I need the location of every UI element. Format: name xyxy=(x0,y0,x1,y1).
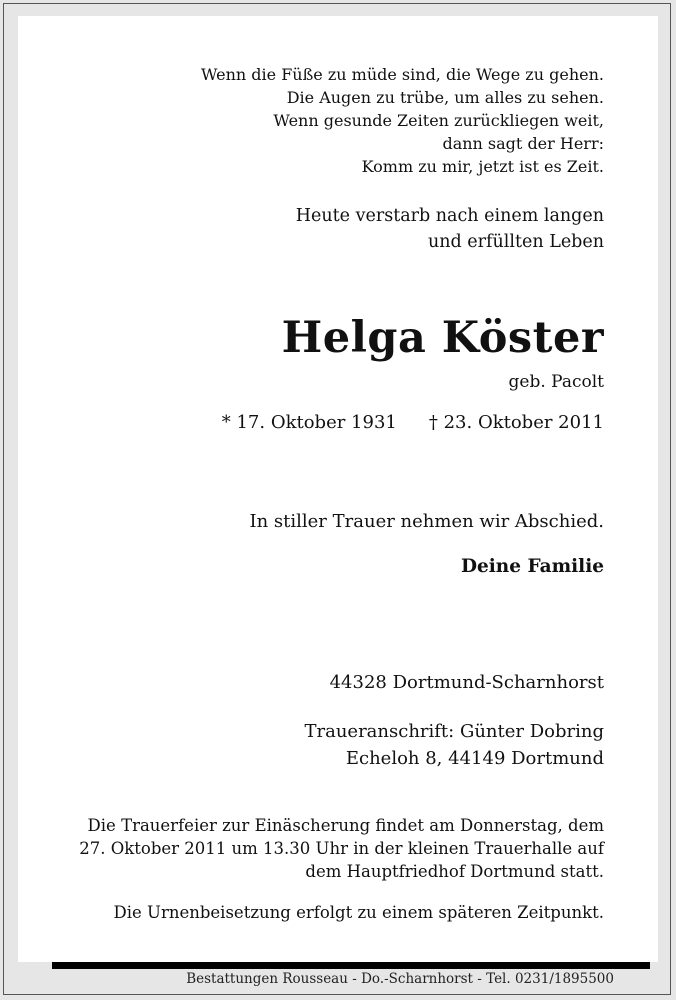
poem-line: Die Augen zu trübe, um alles zu sehen. xyxy=(286,88,604,107)
intro-line: Heute verstarb nach einem langen xyxy=(295,206,604,226)
poem-line: dann sagt der Herr: xyxy=(442,134,604,153)
poem-line: Wenn gesunde Zeiten zurückliegen weit, xyxy=(273,111,604,130)
poem xyxy=(60,63,604,178)
birth-date: * 17. Oktober 1931 xyxy=(221,412,397,433)
deceased-name: Helga Köster xyxy=(281,313,604,363)
poem-line: Komm zu mir, jetzt ist es Zeit. xyxy=(361,157,604,176)
ceremony-line: 27. Oktober 2011 um 13.30 Uhr in der kleinen Trauerhalle auf xyxy=(79,839,604,858)
funeral-home-footer: Bestattungen Rousseau - Do.-Scharnhorst - Tel. 0231/1895500 xyxy=(186,971,614,987)
intro-text xyxy=(60,203,604,255)
ceremony-notice xyxy=(60,814,604,883)
signature: Deine Familie xyxy=(460,556,604,577)
farewell-text: In stiller Trauer nehmen wir Abschied. xyxy=(249,511,604,532)
life-dates xyxy=(60,410,604,436)
death-date: † 23. Oktober 2011 xyxy=(428,412,604,433)
address-line: Traueranschrift: Günter Dobring xyxy=(304,721,604,742)
city-line: 44328 Dortmund-Scharnhorst xyxy=(329,672,604,693)
poem-line: Wenn die Füße zu müde sind, die Wege zu gehen. xyxy=(200,65,604,84)
intro-line: und erfüllten Leben xyxy=(428,232,604,252)
urn-burial-notice: Die Urnenbeisetzung erfolgt zu einem späteren Zeitpunkt. xyxy=(113,903,604,922)
address-line: Echeloh 8, 44149 Dortmund xyxy=(345,748,604,769)
mourning-address xyxy=(60,718,604,772)
ceremony-line: Die Trauerfeier zur Einäscherung findet am Donnerstag, dem xyxy=(87,816,604,835)
ceremony-line: dem Hauptfriedhof Dortmund statt. xyxy=(305,862,604,881)
maiden-name: geb. Pacolt xyxy=(508,372,604,392)
